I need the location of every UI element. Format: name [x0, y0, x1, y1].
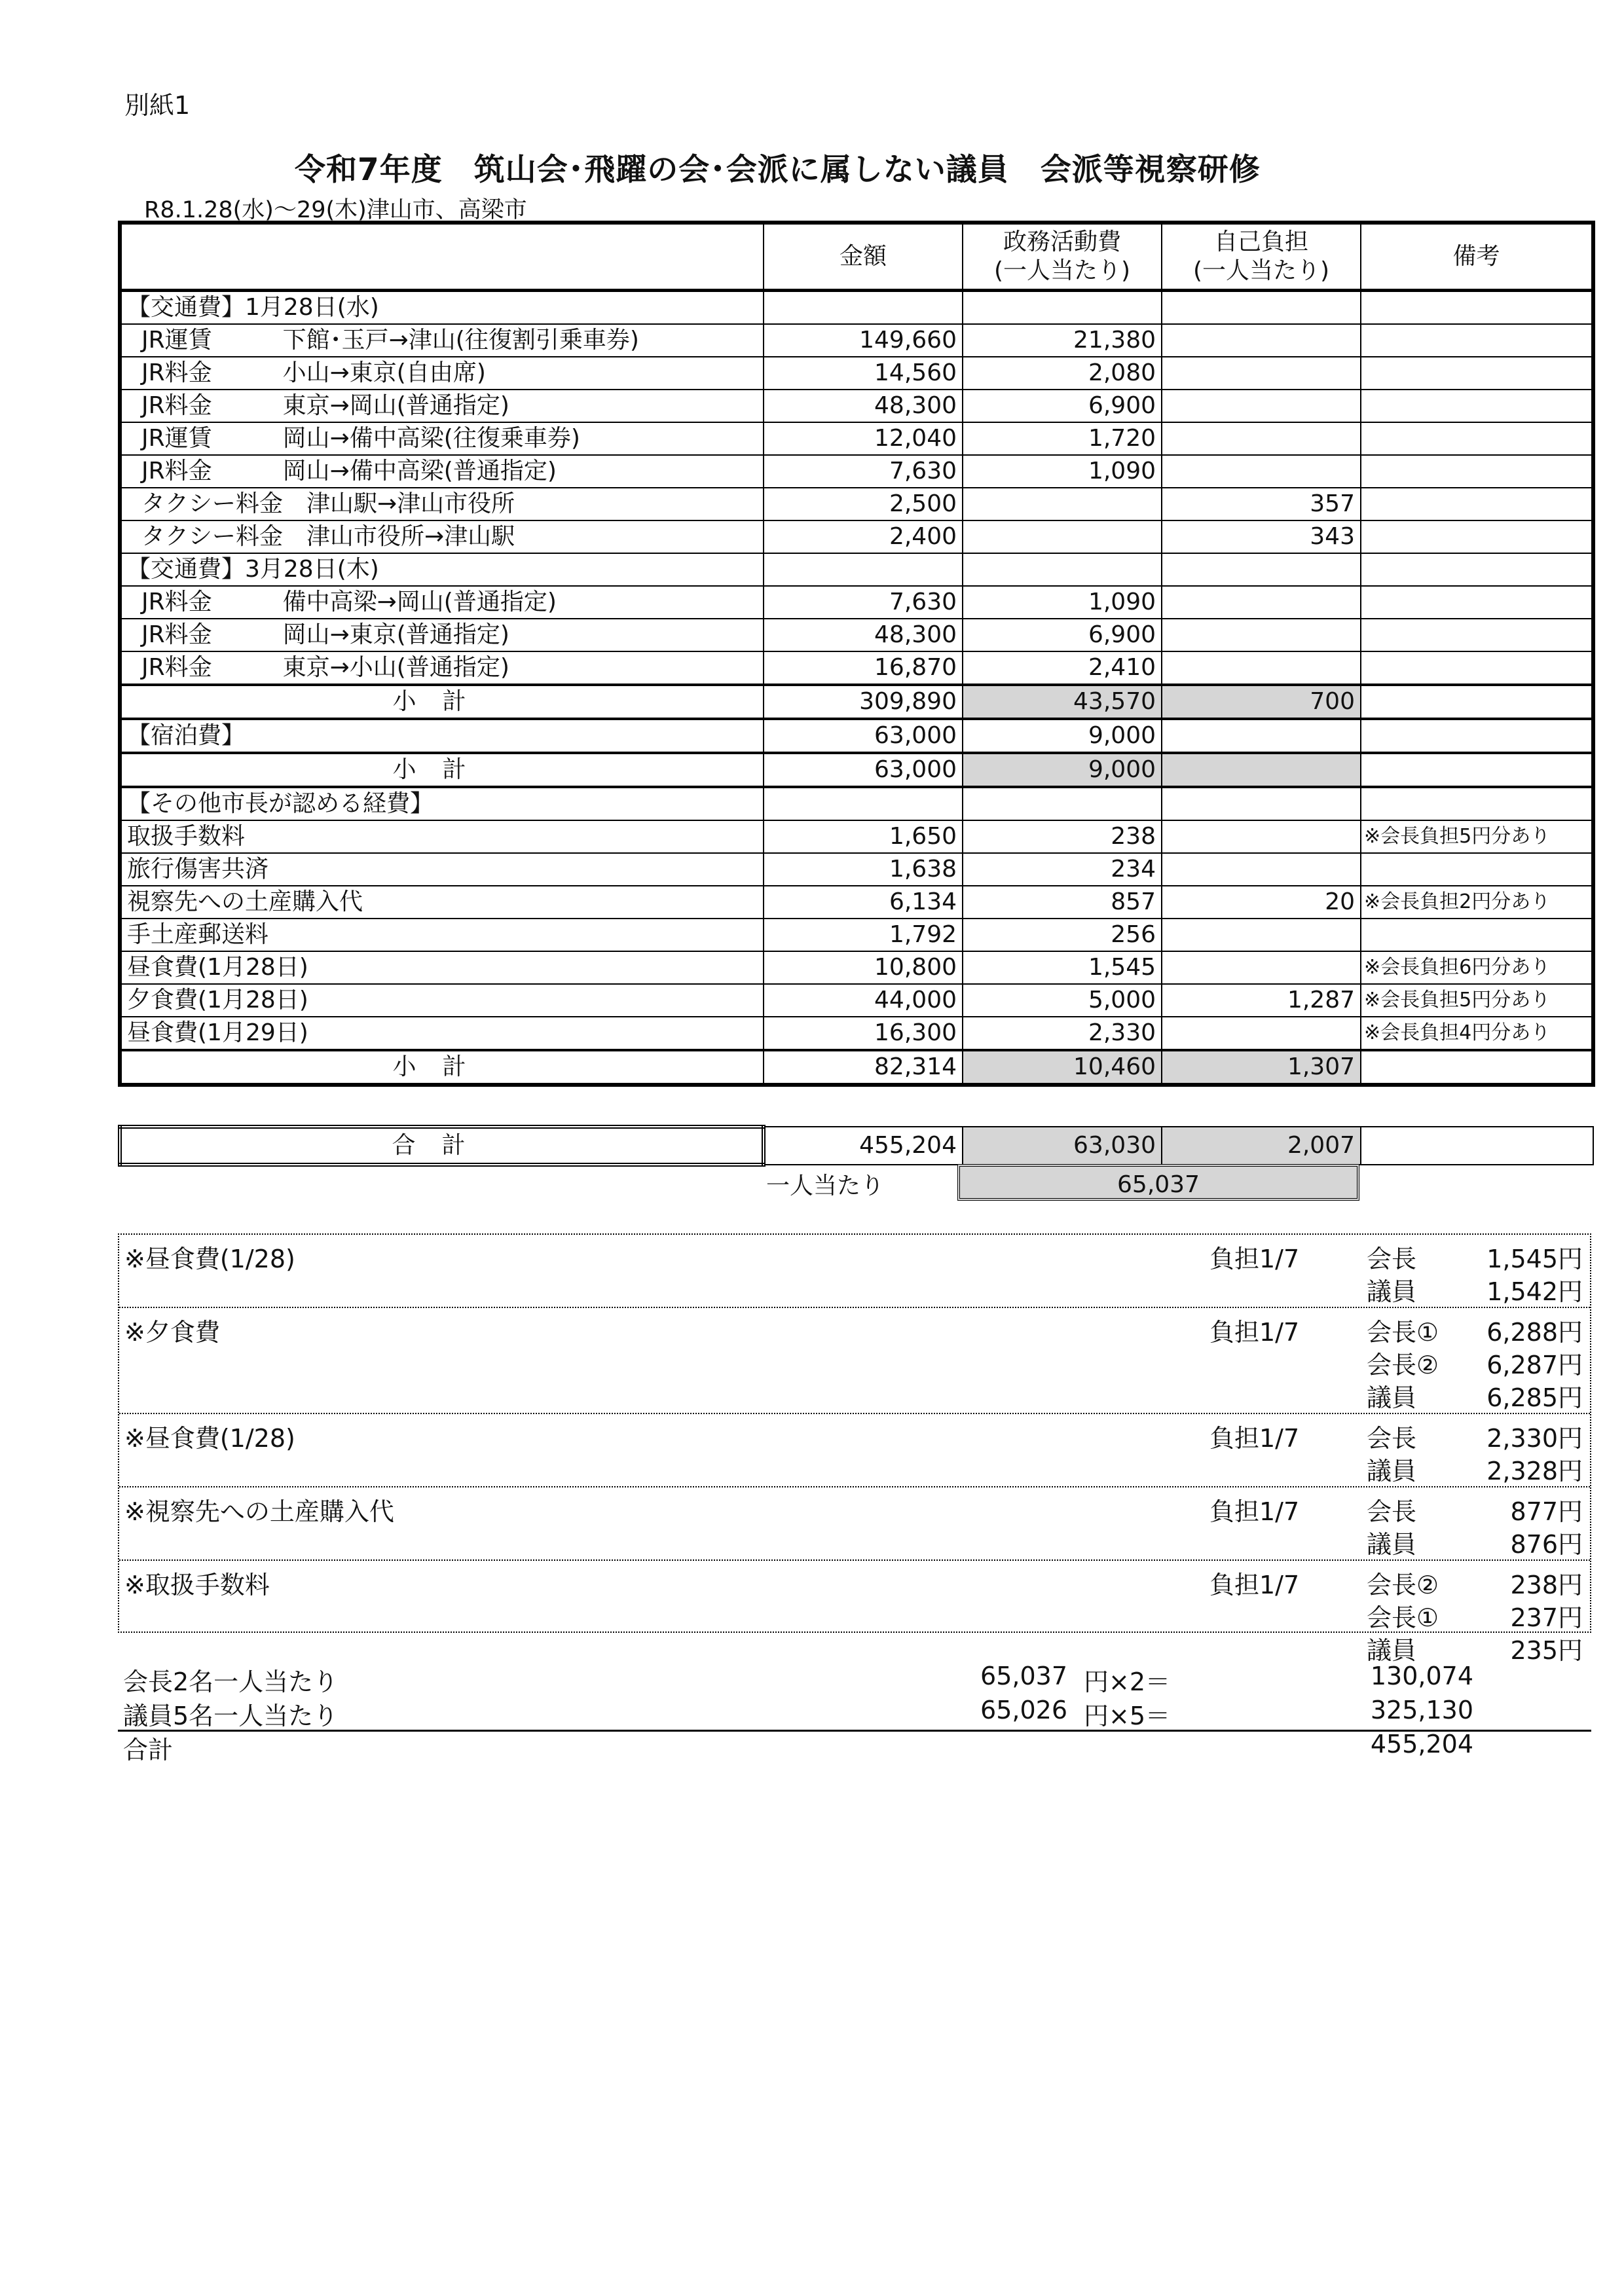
row-amount: 309,890	[764, 685, 963, 719]
row-remarks	[1361, 651, 1593, 685]
table-row	[120, 886, 1593, 919]
table-row	[120, 357, 1593, 390]
share-line	[1367, 1377, 1583, 1410]
summary-total: 455,204	[1370, 1730, 1473, 1758]
per-person-value: 65,037	[957, 1164, 1359, 1201]
share-role: 会長	[1367, 1245, 1417, 1273]
row-amount: 63,000	[764, 753, 963, 787]
row-item: 昼食費(1月29日)	[120, 1017, 764, 1050]
table-row	[120, 820, 1593, 853]
row-political-funds: 2,080	[963, 357, 1162, 390]
share-line	[1367, 1565, 1583, 1597]
row-remarks	[1361, 685, 1593, 719]
share-role: 議員	[1367, 1636, 1417, 1665]
share-line	[1367, 1597, 1583, 1630]
row-amount	[764, 553, 963, 586]
row-self-pay: 343	[1162, 520, 1361, 553]
table-row	[120, 651, 1593, 685]
row-self-pay	[1162, 553, 1361, 586]
table-row	[120, 586, 1593, 619]
row-amount: 1,650	[764, 820, 963, 853]
row-self-pay	[1162, 422, 1361, 455]
row-item: 夕食費(1月28日)	[120, 984, 764, 1017]
row-amount: 14,560	[764, 357, 963, 390]
expense-table	[118, 221, 1595, 1087]
table-row	[120, 685, 1593, 719]
row-self-pay	[1162, 787, 1361, 820]
row-political-funds: 9,000	[963, 753, 1162, 787]
table-row	[120, 1050, 1593, 1085]
row-political-funds	[963, 291, 1162, 325]
table-row	[120, 324, 1593, 357]
row-amount: 63,000	[764, 719, 963, 753]
row-self-pay	[1162, 390, 1361, 422]
table-row	[120, 619, 1593, 651]
row-political-funds: 6,900	[963, 619, 1162, 651]
share-amount: 6,287円	[1486, 1351, 1583, 1379]
row-item: 昼食費(1月28日)	[120, 951, 764, 984]
row-remarks	[1361, 586, 1593, 619]
share-line	[1367, 1630, 1583, 1663]
row-amount: 7,630	[764, 455, 963, 488]
header-amount: 金額	[764, 223, 963, 291]
summary-rate: 65,037	[980, 1662, 1067, 1690]
row-political-funds: 9,000	[963, 719, 1162, 753]
row-self-pay	[1162, 820, 1361, 853]
share-amount: 238円	[1510, 1571, 1583, 1599]
row-item: JR料金 小山→東京(自由席)	[120, 357, 764, 390]
header-remarks: 備考	[1361, 223, 1593, 291]
summary-rate: 65,026	[980, 1696, 1067, 1724]
row-remarks	[1361, 390, 1593, 422]
share-block	[119, 1561, 1590, 1667]
header-item	[120, 223, 764, 291]
row-item: 小計	[120, 753, 764, 787]
table-row	[120, 455, 1593, 488]
share-role: 議員	[1367, 1277, 1417, 1306]
row-item: タクシー料金 津山駅→津山市役所	[120, 488, 764, 520]
summary-label: 合計	[123, 1736, 174, 1764]
table-row	[120, 787, 1593, 820]
table-row	[120, 390, 1593, 422]
summary-multiplier: 円×2＝	[1084, 1667, 1171, 1696]
expense-table-body	[120, 291, 1593, 1085]
row-amount: 1,638	[764, 853, 963, 886]
row-remarks	[1361, 553, 1593, 586]
row-amount: 48,300	[764, 390, 963, 422]
share-ratio: 負担1/7	[1209, 1318, 1300, 1347]
row-item: JR料金 東京→岡山(普通指定)	[120, 390, 764, 422]
share-title: ※昼食費(1/28)	[124, 1245, 295, 1273]
row-self-pay	[1162, 651, 1361, 685]
row-political-funds	[963, 488, 1162, 520]
row-remarks	[1361, 787, 1593, 820]
row-political-funds	[963, 787, 1162, 820]
row-self-pay	[1162, 1017, 1361, 1050]
row-amount	[764, 787, 963, 820]
row-item: タクシー料金 津山市役所→津山駅	[120, 520, 764, 553]
share-amount: 1,542円	[1486, 1277, 1583, 1306]
row-political-funds: 857	[963, 886, 1162, 919]
summary-row	[118, 1730, 1591, 1764]
row-self-pay	[1162, 919, 1361, 951]
row-self-pay: 1,307	[1162, 1050, 1361, 1085]
table-row	[120, 753, 1593, 787]
row-item: 旅行傷害共済	[120, 853, 764, 886]
share-title: ※視察先への土産購入代	[124, 1497, 394, 1526]
row-remarks: ※会長負担2円分あり	[1361, 886, 1593, 919]
table-row	[120, 422, 1593, 455]
row-item: 小計	[120, 685, 764, 719]
table-row	[120, 984, 1593, 1017]
total-remarks	[1361, 1127, 1593, 1165]
total-row	[120, 1127, 1593, 1165]
share-title: ※昼食費(1/28)	[124, 1424, 295, 1453]
share-amount: 235円	[1510, 1636, 1583, 1665]
trip-date-line: R8.1.28(水)～29(木)津山市、高梁市	[144, 197, 527, 223]
total-table	[118, 1125, 1594, 1167]
row-item: JR料金 備中高梁→岡山(普通指定)	[120, 586, 764, 619]
row-remarks	[1361, 1050, 1593, 1085]
share-role: 会長②	[1367, 1351, 1439, 1379]
row-item: 【交通費】1月28日(水)	[120, 291, 764, 325]
total-label: 合計	[120, 1127, 764, 1165]
total-self-pay: 2,007	[1162, 1127, 1361, 1165]
row-item: 【その他市長が認める経費】	[120, 787, 764, 820]
table-row	[120, 488, 1593, 520]
document-title: 令和7年度 筑山会･飛躍の会･会派に属しない議員 会派等視察研修	[295, 152, 1261, 188]
table-row	[120, 1017, 1593, 1050]
row-self-pay	[1162, 586, 1361, 619]
share-role: 議員	[1367, 1383, 1417, 1412]
row-self-pay	[1162, 455, 1361, 488]
row-item: JR料金 東京→小山(普通指定)	[120, 651, 764, 685]
document-label: 別紙1	[124, 91, 191, 120]
row-remarks	[1361, 291, 1593, 325]
row-item: 手土産郵送料	[120, 919, 764, 951]
row-amount: 149,660	[764, 324, 963, 357]
table-row	[120, 520, 1593, 553]
share-title: ※夕食費	[124, 1318, 220, 1347]
share-amount: 6,288円	[1486, 1318, 1583, 1347]
row-self-pay	[1162, 951, 1361, 984]
row-political-funds	[963, 520, 1162, 553]
row-self-pay: 1,287	[1162, 984, 1361, 1017]
summary-total: 130,074	[1370, 1662, 1473, 1690]
row-remarks	[1361, 753, 1593, 787]
row-self-pay	[1162, 291, 1361, 325]
table-row	[120, 853, 1593, 886]
row-political-funds: 2,330	[963, 1017, 1162, 1050]
row-remarks	[1361, 520, 1593, 553]
summary-row	[118, 1662, 1591, 1696]
table-header-row	[120, 223, 1593, 291]
table-row	[120, 951, 1593, 984]
share-ratio: 負担1/7	[1209, 1245, 1300, 1273]
row-amount: 82,314	[764, 1050, 963, 1085]
row-amount: 2,400	[764, 520, 963, 553]
row-remarks: ※会長負担5円分あり	[1361, 984, 1593, 1017]
row-amount: 10,800	[764, 951, 963, 984]
row-remarks	[1361, 619, 1593, 651]
summary-total: 325,130	[1370, 1696, 1473, 1724]
table-row	[120, 553, 1593, 586]
row-amount	[764, 291, 963, 325]
row-political-funds: 43,570	[963, 685, 1162, 719]
summary-label: 議員5名一人当たり	[123, 1702, 339, 1730]
share-role: 会長①	[1367, 1318, 1439, 1347]
summary-row	[118, 1696, 1591, 1730]
share-ratio: 負担1/7	[1209, 1497, 1300, 1526]
share-amount: 2,330円	[1486, 1424, 1583, 1453]
share-amount: 1,545円	[1486, 1245, 1583, 1273]
row-item: JR料金 岡山→東京(普通指定)	[120, 619, 764, 651]
row-item: JR運賃 下館･玉戸→津山(往復割引乗車券)	[120, 324, 764, 357]
row-political-funds: 1,090	[963, 455, 1162, 488]
row-remarks	[1361, 324, 1593, 357]
total-amount: 455,204	[764, 1127, 963, 1165]
summary-label: 会長2名一人当たり	[123, 1667, 339, 1696]
row-political-funds	[963, 553, 1162, 586]
row-remarks	[1361, 357, 1593, 390]
share-amount: 877円	[1510, 1497, 1583, 1526]
total-political-funds: 63,030	[963, 1127, 1162, 1165]
row-amount: 1,792	[764, 919, 963, 951]
share-line	[1367, 1418, 1583, 1451]
row-political-funds: 256	[963, 919, 1162, 951]
share-role: 会長①	[1367, 1603, 1439, 1632]
share-role: 議員	[1367, 1530, 1417, 1559]
share-line	[1367, 1271, 1583, 1304]
share-amount: 6,285円	[1486, 1383, 1583, 1412]
row-item: 視察先への土産購入代	[120, 886, 764, 919]
row-political-funds: 6,900	[963, 390, 1162, 422]
share-line	[1367, 1239, 1583, 1271]
row-remarks	[1361, 919, 1593, 951]
row-remarks	[1361, 488, 1593, 520]
summary-divider	[118, 1730, 1591, 1732]
header-political-funds: 政務活動費 (一人当たり)	[963, 223, 1162, 291]
row-amount: 7,630	[764, 586, 963, 619]
row-remarks	[1361, 853, 1593, 886]
row-political-funds: 5,000	[963, 984, 1162, 1017]
row-remarks	[1361, 422, 1593, 455]
share-block	[119, 1487, 1590, 1561]
share-role: 議員	[1367, 1457, 1417, 1485]
share-line	[1367, 1491, 1583, 1524]
table-row	[120, 719, 1593, 753]
row-self-pay: 700	[1162, 685, 1361, 719]
row-political-funds: 1,090	[963, 586, 1162, 619]
row-self-pay	[1162, 753, 1361, 787]
row-self-pay	[1162, 853, 1361, 886]
share-block	[119, 1414, 1590, 1487]
row-amount: 16,870	[764, 651, 963, 685]
per-person-label: 一人当たり	[766, 1173, 885, 1199]
share-role: 会長	[1367, 1497, 1417, 1526]
share-amount: 876円	[1510, 1530, 1583, 1559]
share-block	[119, 1235, 1590, 1308]
share-ratio: 負担1/7	[1209, 1571, 1300, 1599]
row-amount: 12,040	[764, 422, 963, 455]
row-self-pay	[1162, 324, 1361, 357]
row-political-funds: 238	[963, 820, 1162, 853]
share-block	[119, 1308, 1590, 1414]
row-amount: 48,300	[764, 619, 963, 651]
share-amount: 2,328円	[1486, 1457, 1583, 1485]
row-political-funds: 234	[963, 853, 1162, 886]
row-political-funds: 1,720	[963, 422, 1162, 455]
row-remarks: ※会長負担4円分あり	[1361, 1017, 1593, 1050]
cost-share-box	[118, 1233, 1591, 1665]
row-self-pay: 357	[1162, 488, 1361, 520]
row-remarks	[1361, 455, 1593, 488]
share-line	[1367, 1451, 1583, 1484]
summary-multiplier: 円×5＝	[1084, 1702, 1171, 1730]
row-amount: 16,300	[764, 1017, 963, 1050]
table-row	[120, 919, 1593, 951]
share-ratio: 負担1/7	[1209, 1424, 1300, 1453]
row-self-pay	[1162, 619, 1361, 651]
row-political-funds: 10,460	[963, 1050, 1162, 1085]
table-row	[120, 291, 1593, 325]
row-self-pay: 20	[1162, 886, 1361, 919]
row-item: JR運賃 岡山→備中高梁(往復乗車券)	[120, 422, 764, 455]
row-political-funds: 21,380	[963, 324, 1162, 357]
row-political-funds: 1,545	[963, 951, 1162, 984]
share-title: ※取扱手数料	[124, 1571, 270, 1599]
row-item: 【交通費】3月28日(木)	[120, 553, 764, 586]
share-role: 会長②	[1367, 1571, 1439, 1599]
row-amount: 2,500	[764, 488, 963, 520]
row-remarks	[1361, 719, 1593, 753]
row-remarks: ※会長負担5円分あり	[1361, 820, 1593, 853]
row-political-funds: 2,410	[963, 651, 1162, 685]
row-self-pay	[1162, 357, 1361, 390]
share-role: 会長	[1367, 1424, 1417, 1453]
row-item: JR料金 岡山→備中高梁(普通指定)	[120, 455, 764, 488]
share-line	[1367, 1312, 1583, 1345]
row-item: 【宿泊費】	[120, 719, 764, 753]
row-amount: 44,000	[764, 984, 963, 1017]
header-self-pay: 自己負担 (一人当たり)	[1162, 223, 1361, 291]
summary-section	[118, 1662, 1591, 1764]
row-self-pay	[1162, 719, 1361, 753]
share-line	[1367, 1524, 1583, 1557]
row-remarks: ※会長負担6円分あり	[1361, 951, 1593, 984]
share-line	[1367, 1345, 1583, 1377]
row-item: 小計	[120, 1050, 764, 1085]
row-item: 取扱手数料	[120, 820, 764, 853]
share-amount: 237円	[1510, 1603, 1583, 1632]
row-amount: 6,134	[764, 886, 963, 919]
